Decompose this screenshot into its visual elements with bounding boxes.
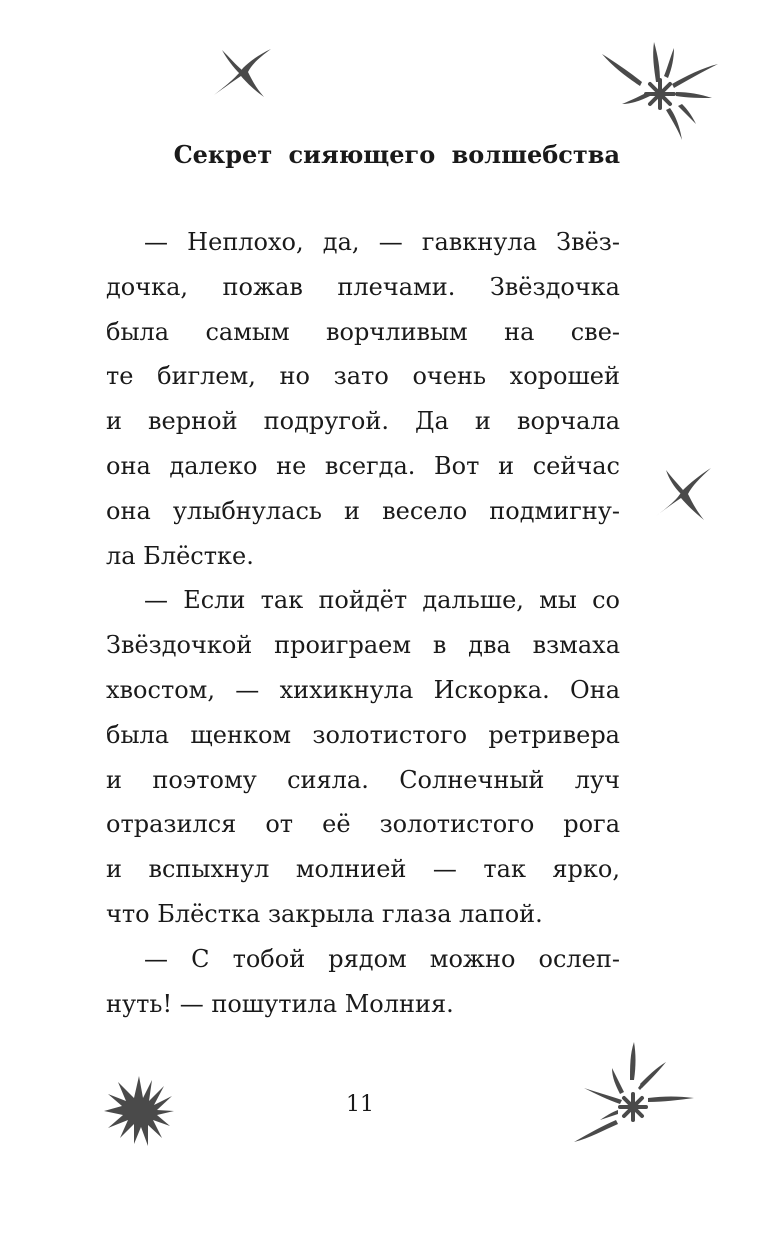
text-line: те биглем, но зато очень хорошей [106, 362, 620, 391]
text-line: — Неплохо, да, — гавкнула Звёз- [144, 228, 620, 256]
text-line: была самым ворчливым на све- [106, 317, 620, 346]
text-line: дочка, пожав плечами. Звёздочка [106, 272, 620, 301]
text-line: хвостом, — хихикнула Искорка. Она [106, 675, 620, 704]
page-title: Секрет сияющего волшебства [173, 140, 620, 169]
paragraph [106, 220, 620, 578]
paragraph [106, 578, 620, 936]
text-line: отразился от её золотистого рога [106, 810, 620, 839]
sparkle-burst-icon [598, 38, 722, 148]
text-line: и поэтому сияла. Солнечный луч [106, 765, 620, 794]
paragraph [106, 937, 620, 1027]
text-line: что Блёстка закрыла глаза лапой. [106, 899, 543, 928]
text-line: и верной подругой. Да и ворчала [106, 407, 620, 436]
text-line: Звёздочкой проиграем в два взмаха [106, 631, 620, 660]
text-line: — Если так пойдёт дальше, мы со [144, 586, 620, 615]
text-line: была щенком золотистого ретривера [106, 720, 620, 749]
page-number: 11 [346, 1092, 374, 1117]
four-point-star-icon [212, 48, 272, 98]
text-line: — С тобой рядом можно ослеп- [144, 944, 620, 973]
text-line: нуть! — пошутила Молния. [106, 989, 454, 1018]
text-line: она улыбнулась и весело подмигну- [106, 496, 620, 525]
text-body [106, 220, 620, 1026]
text-line: ла Блёстке. [106, 541, 254, 570]
four-point-star-icon [654, 466, 712, 522]
text-line: и вспыхнул молнией — так ярко, [106, 855, 620, 884]
text-line: она далеко не всегда. Вот и сейчас [106, 451, 620, 480]
